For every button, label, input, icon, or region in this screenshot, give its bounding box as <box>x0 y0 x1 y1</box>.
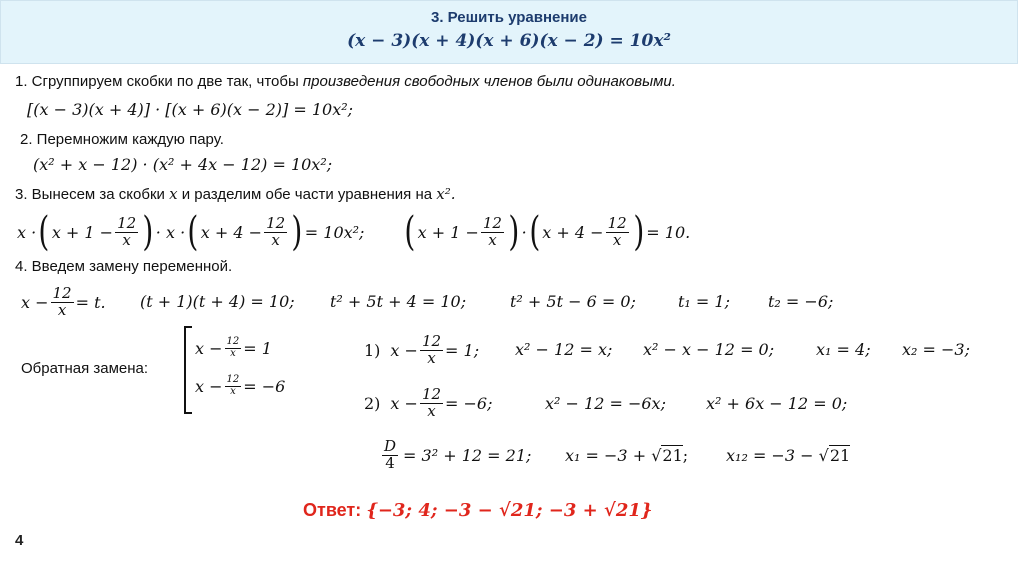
step-1-equation: [(x − 3)(x + 4)] · [(x + 6)(x − 2)] = 10x²; <box>27 100 354 119</box>
reverse-substitution-label: Обратная замена: <box>21 360 149 377</box>
math-part: = −6; <box>445 393 493 413</box>
math-part: x · <box>17 222 37 242</box>
numerator: 12 <box>226 374 240 385</box>
numerator: 12 <box>52 283 72 302</box>
math-part: = 10x²; <box>304 222 365 242</box>
step-2-equation: (x² + x − 12) · (x² + 4x − 12) = 10x²; <box>33 155 333 174</box>
paren-right: ) <box>508 209 520 255</box>
math-part: x + 4 − <box>200 222 263 242</box>
fraction-12-over-x <box>225 337 242 359</box>
t-equation-3: t² + 5t − 6 = 0; <box>510 292 636 311</box>
math-part: x − <box>195 338 223 358</box>
denominator: x <box>57 300 67 319</box>
fraction-12-over-x <box>264 213 287 249</box>
paren-right: ) <box>633 209 644 255</box>
step-3-plain-a: 3. Вынесем за скобки <box>15 186 170 203</box>
t-equation-2: t² + 5t + 4 = 10; <box>330 292 467 311</box>
fraction-12-over-x <box>51 283 74 319</box>
numerator: 12 <box>482 213 502 232</box>
math-part: x − <box>390 340 418 360</box>
page-number: 4 <box>15 532 24 549</box>
substitution-equation <box>21 279 106 325</box>
denominator: x <box>271 230 280 249</box>
math-part: · x · <box>155 222 186 242</box>
paren-right: ) <box>291 209 303 255</box>
task-number: 3. <box>430 9 444 26</box>
denominator: x <box>488 230 497 249</box>
case-1-root-1: x₁ = 4; <box>816 340 871 359</box>
slide-title <box>1 9 1017 26</box>
case-2-label: 2) <box>364 393 381 413</box>
denominator: x <box>427 348 436 367</box>
case-2-step-2: x² − 12 = −6x; <box>545 394 666 413</box>
denominator: 4 <box>385 453 395 472</box>
math-part: x − <box>390 393 418 413</box>
paren-left: ( <box>529 209 540 255</box>
fraction-12-over-x <box>115 213 138 249</box>
case-2-equation <box>364 380 493 426</box>
step-1-text <box>15 73 676 90</box>
denominator: x <box>612 230 622 249</box>
fraction-12-over-x <box>420 384 443 420</box>
paren-left: ( <box>38 209 50 255</box>
sqrt-radicand: 21 <box>662 446 683 465</box>
numerator: 12 <box>421 384 442 403</box>
fraction-d-over-4 <box>382 436 398 472</box>
t-root-2: t₂ = −6; <box>768 292 834 311</box>
math-part: x − <box>195 376 223 396</box>
t-equation-1: (t + 1)(t + 4) = 10; <box>140 292 295 311</box>
step-3-equation-2 <box>402 208 690 256</box>
system-bracket <box>184 326 192 414</box>
step-3-var: x <box>169 185 178 203</box>
math-part: = 3² + 12 = 21; <box>403 445 532 465</box>
math-part: = −6 <box>243 376 286 396</box>
case-1-label: 1) <box>364 340 381 360</box>
paren-left: ( <box>404 209 416 255</box>
math-part: x + 4 − <box>542 222 604 242</box>
numerator: 12 <box>117 213 137 232</box>
fraction-12-over-x <box>420 331 443 367</box>
step-1-italic: произведения свободных членов были одинаковыми. <box>302 73 676 90</box>
slide-header <box>0 0 1018 64</box>
sqrt-sign: √ <box>818 446 829 465</box>
math-part: = 1; <box>445 340 480 360</box>
answer-value: {−3; 4; −3 − √21; −3 + √21} <box>366 500 653 521</box>
case-2-root-1 <box>565 446 688 465</box>
math-part: x₁ = −3 + <box>565 446 647 465</box>
math-part: x + 1 − <box>51 222 114 242</box>
step-3-equation-1 <box>17 208 364 256</box>
numerator: 12 <box>607 213 627 232</box>
paren-left: ( <box>187 209 199 255</box>
sqrt-sign: √ <box>651 446 662 465</box>
system-equation-1 <box>195 330 272 366</box>
numerator: 12 <box>226 336 240 347</box>
fraction-12-over-x <box>225 375 242 397</box>
case-1-root-2: x₂ = −3; <box>902 340 970 359</box>
discriminant-equation <box>380 432 531 478</box>
case-1-step-3: x² − x − 12 = 0; <box>643 340 775 359</box>
step-2-text: 2. Перемножим каждую пару. <box>20 131 224 148</box>
case-2-root-2 <box>726 446 850 465</box>
denominator: x <box>230 347 236 359</box>
math-part: x₁₂ = −3 − <box>726 446 814 465</box>
sqrt-radicand: 21 <box>829 446 851 465</box>
math-part: x + 1 − <box>417 222 479 242</box>
step-3-var2: x². <box>436 185 456 203</box>
t-root-1: t₁ = 1; <box>678 292 730 311</box>
case-2-step-3: x² + 6x − 12 = 0; <box>706 394 848 413</box>
step-1-plain: 1. Сгруппируем скобки по две так, чтобы <box>15 73 303 90</box>
task-title: Решить уравнение <box>447 9 588 26</box>
denominator: x <box>122 230 131 249</box>
answer <box>303 500 652 521</box>
math-part: = t. <box>75 292 106 312</box>
denominator: x <box>427 401 436 420</box>
case-1-step-2: x² − 12 = x; <box>515 340 613 359</box>
numerator: 12 <box>266 213 286 232</box>
step-4-text: 4. Введем замену переменной. <box>15 258 233 275</box>
math-part: · <box>521 222 527 242</box>
case-1-equation <box>364 327 479 373</box>
answer-label: Ответ: <box>303 500 362 520</box>
system-equation-2 <box>195 368 285 404</box>
task-equation: (x − 3)(x + 4)(x + 6)(x − 2) = 10x² <box>347 31 671 51</box>
fraction-12-over-x <box>481 213 504 249</box>
math-part: x − <box>21 292 49 312</box>
math-part: = 10. <box>646 222 691 242</box>
math-part: = 1 <box>243 338 272 358</box>
fraction-12-over-x <box>606 213 629 249</box>
numerator: D <box>384 436 397 455</box>
paren-right: ) <box>142 209 154 255</box>
step-3-text <box>15 185 456 203</box>
step-3-plain-b: и разделим обе части уравнения на <box>177 186 437 203</box>
denominator: x <box>230 385 236 397</box>
numerator: 12 <box>421 331 442 350</box>
semicolon: ; <box>682 446 689 465</box>
